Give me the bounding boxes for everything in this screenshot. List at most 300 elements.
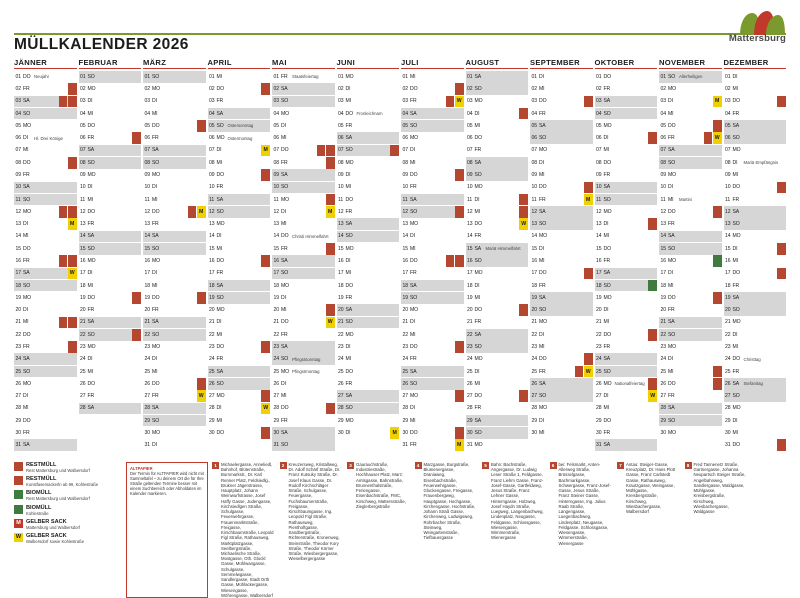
- day-row[interactable]: [337, 403, 400, 415]
- day-row[interactable]: [530, 317, 593, 329]
- day-row[interactable]: [208, 280, 271, 292]
- day-row[interactable]: [208, 353, 271, 365]
- day-row[interactable]: [659, 132, 722, 144]
- day-row[interactable]: [79, 366, 142, 378]
- day-row[interactable]: [272, 341, 335, 353]
- day-row[interactable]: [272, 268, 335, 280]
- day-row[interactable]: [208, 231, 271, 243]
- day-row[interactable]: [208, 132, 271, 144]
- day-row[interactable]: [401, 268, 464, 280]
- day-row[interactable]: [79, 378, 142, 390]
- day-row[interactable]: [337, 132, 400, 144]
- day-row[interactable]: [208, 96, 271, 108]
- day-row[interactable]: [14, 255, 77, 267]
- day-row[interactable]: [595, 378, 658, 390]
- day-row[interactable]: [337, 292, 400, 304]
- day-row[interactable]: [724, 329, 787, 341]
- day-row[interactable]: [724, 341, 787, 353]
- day-row[interactable]: [530, 292, 593, 304]
- day-row[interactable]: [595, 366, 658, 378]
- day-row[interactable]: [272, 169, 335, 181]
- day-row[interactable]: [143, 132, 206, 144]
- day-row[interactable]: [595, 439, 658, 451]
- day-row[interactable]: [659, 206, 722, 218]
- day-row[interactable]: [79, 182, 142, 194]
- day-row[interactable]: [724, 120, 787, 132]
- day-row[interactable]: [724, 206, 787, 218]
- day-row[interactable]: [14, 366, 77, 378]
- day-row[interactable]: [530, 353, 593, 365]
- day-row[interactable]: [143, 157, 206, 169]
- day-row[interactable]: [466, 317, 529, 329]
- day-row[interactable]: [724, 132, 787, 144]
- day-row[interactable]: [466, 329, 529, 341]
- day-row[interactable]: [724, 145, 787, 157]
- day-row[interactable]: [530, 218, 593, 230]
- day-row[interactable]: [724, 108, 787, 120]
- day-row[interactable]: [143, 378, 206, 390]
- day-row[interactable]: [272, 353, 335, 365]
- day-row[interactable]: [659, 378, 722, 390]
- day-row[interactable]: [208, 304, 271, 316]
- day-row[interactable]: [14, 280, 77, 292]
- day-row[interactable]: [659, 157, 722, 169]
- day-row[interactable]: [724, 280, 787, 292]
- day-row[interactable]: [466, 108, 529, 120]
- day-row[interactable]: [143, 255, 206, 267]
- day-row[interactable]: [14, 96, 77, 108]
- day-row[interactable]: [79, 218, 142, 230]
- day-row[interactable]: [272, 292, 335, 304]
- day-row[interactable]: [724, 304, 787, 316]
- day-row[interactable]: [337, 243, 400, 255]
- day-row[interactable]: [143, 194, 206, 206]
- day-row[interactable]: [208, 71, 271, 83]
- day-row[interactable]: [79, 329, 142, 341]
- day-row[interactable]: [659, 317, 722, 329]
- day-row[interactable]: [724, 71, 787, 83]
- day-row[interactable]: [337, 317, 400, 329]
- day-row[interactable]: [272, 415, 335, 427]
- day-row[interactable]: [143, 439, 206, 451]
- day-row[interactable]: [530, 194, 593, 206]
- day-row[interactable]: [659, 218, 722, 230]
- day-row[interactable]: [530, 415, 593, 427]
- day-row[interactable]: [143, 280, 206, 292]
- day-row[interactable]: [143, 304, 206, 316]
- day-row[interactable]: [401, 353, 464, 365]
- day-row[interactable]: [659, 268, 722, 280]
- day-row[interactable]: [595, 145, 658, 157]
- day-row[interactable]: [724, 255, 787, 267]
- day-row[interactable]: [208, 403, 271, 415]
- day-row[interactable]: [337, 366, 400, 378]
- day-row[interactable]: [595, 218, 658, 230]
- day-row[interactable]: [401, 378, 464, 390]
- day-row[interactable]: [208, 218, 271, 230]
- day-row[interactable]: [79, 390, 142, 402]
- day-row[interactable]: [466, 132, 529, 144]
- day-row[interactable]: [208, 378, 271, 390]
- day-row[interactable]: [724, 83, 787, 95]
- day-row[interactable]: [272, 157, 335, 169]
- day-row[interactable]: [595, 108, 658, 120]
- day-row[interactable]: [595, 390, 658, 402]
- day-row[interactable]: [79, 255, 142, 267]
- day-row[interactable]: [143, 243, 206, 255]
- day-row[interactable]: [724, 194, 787, 206]
- day-row[interactable]: [659, 427, 722, 439]
- day-row[interactable]: [724, 169, 787, 181]
- day-row[interactable]: [79, 353, 142, 365]
- day-row[interactable]: [466, 194, 529, 206]
- day-row[interactable]: [595, 329, 658, 341]
- day-row[interactable]: [530, 268, 593, 280]
- day-row[interactable]: [659, 366, 722, 378]
- day-row[interactable]: [466, 353, 529, 365]
- day-row[interactable]: [530, 71, 593, 83]
- day-row[interactable]: [14, 206, 77, 218]
- day-row[interactable]: [14, 157, 77, 169]
- day-row[interactable]: [659, 71, 722, 83]
- day-row[interactable]: [659, 415, 722, 427]
- day-row[interactable]: [595, 182, 658, 194]
- day-row[interactable]: [79, 341, 142, 353]
- day-row[interactable]: [401, 231, 464, 243]
- day-row[interactable]: [530, 182, 593, 194]
- day-row[interactable]: [401, 96, 464, 108]
- day-row[interactable]: [466, 71, 529, 83]
- day-row[interactable]: [724, 403, 787, 415]
- day-row[interactable]: [143, 390, 206, 402]
- day-row[interactable]: [595, 353, 658, 365]
- day-row[interactable]: [79, 157, 142, 169]
- day-row[interactable]: [595, 280, 658, 292]
- day-row[interactable]: [401, 317, 464, 329]
- day-row[interactable]: [14, 243, 77, 255]
- day-row[interactable]: [659, 341, 722, 353]
- day-row[interactable]: [337, 390, 400, 402]
- day-row[interactable]: [272, 83, 335, 95]
- day-row[interactable]: [337, 255, 400, 267]
- day-row[interactable]: [724, 427, 787, 439]
- day-row[interactable]: [79, 304, 142, 316]
- day-row[interactable]: [143, 83, 206, 95]
- day-row[interactable]: [272, 378, 335, 390]
- day-row[interactable]: [208, 390, 271, 402]
- day-row[interactable]: [401, 132, 464, 144]
- day-row[interactable]: [595, 341, 658, 353]
- day-row[interactable]: [143, 403, 206, 415]
- day-row[interactable]: [595, 169, 658, 181]
- day-row[interactable]: [724, 292, 787, 304]
- day-row[interactable]: [530, 243, 593, 255]
- day-row[interactable]: [466, 145, 529, 157]
- day-row[interactable]: [530, 390, 593, 402]
- day-row[interactable]: [401, 120, 464, 132]
- day-row[interactable]: [14, 403, 77, 415]
- day-row[interactable]: [272, 403, 335, 415]
- day-row[interactable]: [595, 71, 658, 83]
- day-row[interactable]: [466, 280, 529, 292]
- day-row[interactable]: [401, 157, 464, 169]
- day-row[interactable]: [14, 169, 77, 181]
- day-row[interactable]: [14, 108, 77, 120]
- day-row[interactable]: [595, 231, 658, 243]
- day-row[interactable]: [595, 132, 658, 144]
- day-row[interactable]: [208, 317, 271, 329]
- day-row[interactable]: [337, 96, 400, 108]
- day-row[interactable]: [79, 280, 142, 292]
- day-row[interactable]: [208, 194, 271, 206]
- day-row[interactable]: [401, 108, 464, 120]
- day-row[interactable]: [208, 329, 271, 341]
- day-row[interactable]: [466, 292, 529, 304]
- day-row[interactable]: [208, 206, 271, 218]
- day-row[interactable]: [530, 145, 593, 157]
- day-row[interactable]: [466, 120, 529, 132]
- day-row[interactable]: [659, 182, 722, 194]
- day-row[interactable]: [659, 231, 722, 243]
- day-row[interactable]: [466, 206, 529, 218]
- day-row[interactable]: [466, 415, 529, 427]
- day-row[interactable]: [401, 366, 464, 378]
- day-row[interactable]: [466, 390, 529, 402]
- day-row[interactable]: [337, 353, 400, 365]
- day-row[interactable]: [401, 243, 464, 255]
- day-row[interactable]: [595, 427, 658, 439]
- day-row[interactable]: [272, 255, 335, 267]
- day-row[interactable]: [466, 169, 529, 181]
- day-row[interactable]: [143, 96, 206, 108]
- day-row[interactable]: [530, 169, 593, 181]
- day-row[interactable]: [208, 182, 271, 194]
- day-row[interactable]: [530, 280, 593, 292]
- day-row[interactable]: [14, 415, 77, 427]
- day-row[interactable]: [401, 182, 464, 194]
- day-row[interactable]: [724, 231, 787, 243]
- day-row[interactable]: [272, 96, 335, 108]
- day-row[interactable]: [530, 378, 593, 390]
- day-row[interactable]: [272, 280, 335, 292]
- day-row[interactable]: [14, 292, 77, 304]
- day-row[interactable]: [14, 439, 77, 451]
- day-row[interactable]: [208, 341, 271, 353]
- day-row[interactable]: [143, 427, 206, 439]
- day-row[interactable]: [466, 157, 529, 169]
- day-row[interactable]: [79, 317, 142, 329]
- day-row[interactable]: [272, 317, 335, 329]
- day-row[interactable]: [337, 206, 400, 218]
- day-row[interactable]: [659, 83, 722, 95]
- day-row[interactable]: [724, 439, 787, 451]
- day-row[interactable]: [143, 120, 206, 132]
- day-row[interactable]: [401, 390, 464, 402]
- day-row[interactable]: [337, 427, 400, 439]
- day-row[interactable]: [272, 390, 335, 402]
- day-row[interactable]: [401, 169, 464, 181]
- day-row[interactable]: [595, 194, 658, 206]
- day-row[interactable]: [466, 427, 529, 439]
- day-row[interactable]: [143, 218, 206, 230]
- day-row[interactable]: [401, 206, 464, 218]
- day-row[interactable]: [659, 304, 722, 316]
- day-row[interactable]: [466, 182, 529, 194]
- day-row[interactable]: [466, 96, 529, 108]
- day-row[interactable]: [401, 280, 464, 292]
- day-row[interactable]: [79, 292, 142, 304]
- day-row[interactable]: [143, 182, 206, 194]
- day-row[interactable]: [595, 317, 658, 329]
- day-row[interactable]: [208, 243, 271, 255]
- day-row[interactable]: [143, 71, 206, 83]
- day-row[interactable]: [530, 255, 593, 267]
- day-row[interactable]: [595, 120, 658, 132]
- day-row[interactable]: [595, 292, 658, 304]
- day-row[interactable]: [208, 427, 271, 439]
- day-row[interactable]: [337, 83, 400, 95]
- day-row[interactable]: [466, 439, 529, 451]
- day-row[interactable]: [79, 132, 142, 144]
- day-row[interactable]: [659, 353, 722, 365]
- day-row[interactable]: [530, 132, 593, 144]
- day-row[interactable]: [79, 145, 142, 157]
- day-row[interactable]: [401, 255, 464, 267]
- day-row[interactable]: [466, 378, 529, 390]
- day-row[interactable]: [272, 231, 335, 243]
- day-row[interactable]: [724, 317, 787, 329]
- day-row[interactable]: [272, 194, 335, 206]
- day-row[interactable]: [724, 218, 787, 230]
- day-row[interactable]: [595, 157, 658, 169]
- day-row[interactable]: [401, 427, 464, 439]
- day-row[interactable]: [143, 169, 206, 181]
- day-row[interactable]: [272, 243, 335, 255]
- day-row[interactable]: [595, 268, 658, 280]
- day-row[interactable]: [79, 120, 142, 132]
- day-row[interactable]: [530, 366, 593, 378]
- day-row[interactable]: [401, 83, 464, 95]
- day-row[interactable]: [272, 439, 335, 451]
- day-row[interactable]: [337, 145, 400, 157]
- day-row[interactable]: [143, 231, 206, 243]
- day-row[interactable]: [208, 292, 271, 304]
- day-row[interactable]: [724, 243, 787, 255]
- day-row[interactable]: [466, 304, 529, 316]
- day-row[interactable]: [14, 194, 77, 206]
- day-row[interactable]: [595, 415, 658, 427]
- day-row[interactable]: [208, 268, 271, 280]
- day-row[interactable]: [79, 108, 142, 120]
- day-row[interactable]: [337, 108, 400, 120]
- day-row[interactable]: [208, 169, 271, 181]
- day-row[interactable]: [337, 231, 400, 243]
- day-row[interactable]: [272, 366, 335, 378]
- day-row[interactable]: [530, 341, 593, 353]
- day-row[interactable]: [337, 280, 400, 292]
- day-row[interactable]: [595, 304, 658, 316]
- day-row[interactable]: [14, 71, 77, 83]
- day-row[interactable]: [530, 206, 593, 218]
- day-row[interactable]: [595, 206, 658, 218]
- day-row[interactable]: [401, 304, 464, 316]
- day-row[interactable]: [143, 206, 206, 218]
- day-row[interactable]: [337, 341, 400, 353]
- day-row[interactable]: [14, 182, 77, 194]
- day-row[interactable]: [724, 182, 787, 194]
- day-row[interactable]: [595, 83, 658, 95]
- day-row[interactable]: [659, 329, 722, 341]
- day-row[interactable]: [272, 120, 335, 132]
- day-row[interactable]: [143, 366, 206, 378]
- day-row[interactable]: [79, 96, 142, 108]
- day-row[interactable]: [208, 255, 271, 267]
- day-row[interactable]: [724, 415, 787, 427]
- day-row[interactable]: [659, 194, 722, 206]
- day-row[interactable]: [530, 157, 593, 169]
- day-row[interactable]: [401, 218, 464, 230]
- day-row[interactable]: [14, 145, 77, 157]
- day-row[interactable]: [337, 329, 400, 341]
- day-row[interactable]: [466, 243, 529, 255]
- day-row[interactable]: [530, 403, 593, 415]
- day-row[interactable]: [208, 120, 271, 132]
- day-row[interactable]: [272, 71, 335, 83]
- day-row[interactable]: [14, 132, 77, 144]
- day-row[interactable]: [595, 255, 658, 267]
- day-row[interactable]: [530, 329, 593, 341]
- day-row[interactable]: [79, 194, 142, 206]
- day-row[interactable]: [143, 353, 206, 365]
- day-row[interactable]: [724, 268, 787, 280]
- day-row[interactable]: [14, 378, 77, 390]
- day-row[interactable]: [530, 427, 593, 439]
- day-row[interactable]: [530, 96, 593, 108]
- day-row[interactable]: [208, 108, 271, 120]
- day-row[interactable]: [401, 292, 464, 304]
- day-row[interactable]: [272, 206, 335, 218]
- day-row[interactable]: [79, 231, 142, 243]
- day-row[interactable]: [724, 390, 787, 402]
- day-row[interactable]: [14, 120, 77, 132]
- day-row[interactable]: [272, 304, 335, 316]
- day-row[interactable]: [659, 108, 722, 120]
- day-row[interactable]: [401, 439, 464, 451]
- day-row[interactable]: [79, 243, 142, 255]
- day-row[interactable]: [79, 403, 142, 415]
- day-row[interactable]: [530, 83, 593, 95]
- day-row[interactable]: [208, 145, 271, 157]
- day-row[interactable]: [143, 145, 206, 157]
- day-row[interactable]: [14, 427, 77, 439]
- day-row[interactable]: [659, 255, 722, 267]
- day-row[interactable]: [14, 218, 77, 230]
- day-row[interactable]: [659, 243, 722, 255]
- day-row[interactable]: [401, 194, 464, 206]
- day-row[interactable]: [14, 231, 77, 243]
- day-row[interactable]: [143, 292, 206, 304]
- day-row[interactable]: [337, 415, 400, 427]
- day-row[interactable]: [272, 218, 335, 230]
- day-row[interactable]: [337, 304, 400, 316]
- day-row[interactable]: [272, 329, 335, 341]
- day-row[interactable]: [401, 71, 464, 83]
- day-row[interactable]: [208, 157, 271, 169]
- day-row[interactable]: [143, 329, 206, 341]
- day-row[interactable]: [337, 268, 400, 280]
- day-row[interactable]: [724, 157, 787, 169]
- day-row[interactable]: [466, 366, 529, 378]
